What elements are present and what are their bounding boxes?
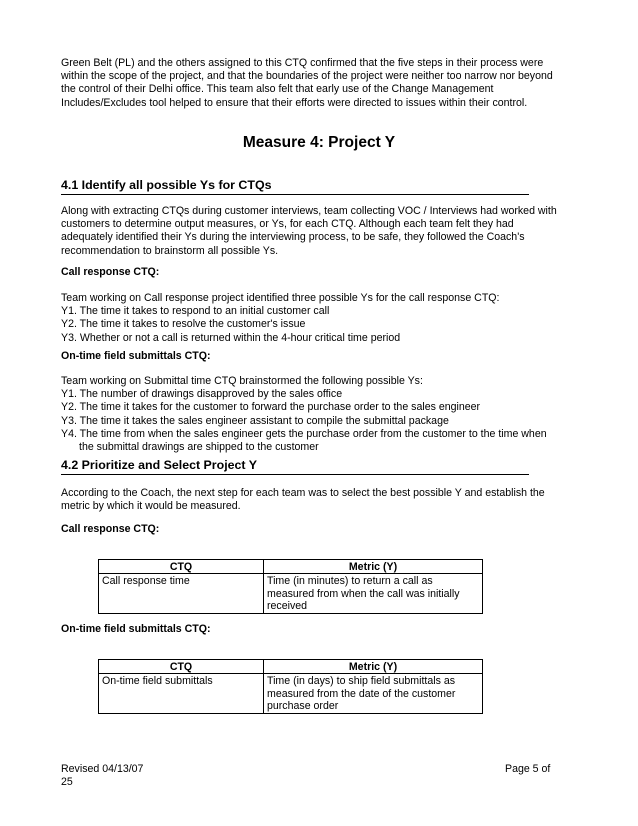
ontime-y2: Y2. The time it takes for the customer to forward the purchase order to the sales engineer [61,401,481,414]
footer-revised [61,763,143,789]
call-y2: Y2. The time it takes to resolve the customer's issue [61,318,306,331]
table-row [99,674,483,714]
table-header-row [99,660,483,674]
call-y1: Y1. The time it takes to respond to an initial customer call [61,305,330,318]
ontime-label: On-time field submittals CTQ: [61,350,211,362]
intro-block [61,57,561,110]
footer-page-number: Page 5 of [505,763,551,775]
metric-header: Metric (Y) [264,660,483,674]
metric-header: Metric (Y) [264,560,483,574]
ontime-y1: Y1. The number of drawings disapproved by the sales office [61,388,343,401]
page-title: Measure 4: Project Y [242,134,396,151]
table-header-row [99,560,483,574]
ctq-cell: Call response time [99,574,264,614]
section-4-2-paragraph-block [61,487,561,513]
call-response-table [98,559,483,614]
call-response-ys [61,292,561,345]
section-4-1-heading: 4.1 Identify all possible Ys for CTQs [61,178,529,195]
ctq-cell: On-time field submittals [99,674,264,714]
section-4-1-paragraph-block [61,205,561,258]
ontime-table-label: On-time field submittals CTQ: [61,623,211,635]
call-response-label: Call response CTQ: [61,266,160,278]
ontime-ys [61,375,561,454]
ctq-header: CTQ [99,560,264,574]
call-y3: Y3. Whether or not a call is returned within the 4-hour critical time period [61,331,401,344]
metric-cell: Time (in minutes) to return a call as measured from when the call was initially received [264,574,483,614]
section-4-2-paragraph: According to the Coach, the next step for each team was to select the best possible Y and establish the metric by which it would be measured. [61,487,545,513]
section-4-1-paragraph: Along with extracting CTQs during customer interviews, team collecting VOC / Interviews had worked with customers to determine output measures, or Ys, for each CTQ. Although each team felt they had adequately identified their Ys during the interviewing process, to be safe, they followed the Coach's recommendation to brainstorm all possible Ys. [61,205,557,257]
ontime-intro: Team working on Submittal time CTQ brainstormed the following possible Ys: [61,375,423,387]
call-response-intro: Team working on Call response project identified three possible Ys for the call response CTQ: [61,292,500,304]
section-4-2-heading: 4.2 Prioritize and Select Project Y [61,458,529,475]
ontime-table [98,659,483,714]
page-total: 25 [61,776,73,788]
ctq-header: CTQ [99,660,264,674]
intro-paragraph: Green Belt (PL) and the others assigned to this CTQ confirmed that the five steps in their process were within the scope of the project, and that the boundaries of the project were neither too narrow nor beyond the control of their Delhi office. This team also felt that early use of the Change Management Includes/Excludes tool helped to ensure that their efforts were directed to issues within their control. [61,57,553,109]
metric-cell: Time (in days) to ship field submittals as measured from the date of the customer purchase order [264,674,483,714]
ontime-y4: Y4. The time from when the sales engineer gets the purchase order from the customer to the time when the submittal drawings are shipped to the customer [61,427,547,454]
call-response-table-label: Call response CTQ: [61,523,160,535]
revised-date: Revised 04/13/07 [61,763,144,775]
table-row [99,574,483,614]
ontime-y3: Y3. The time it takes the sales engineer assistant to compile the submittal package [61,414,449,427]
